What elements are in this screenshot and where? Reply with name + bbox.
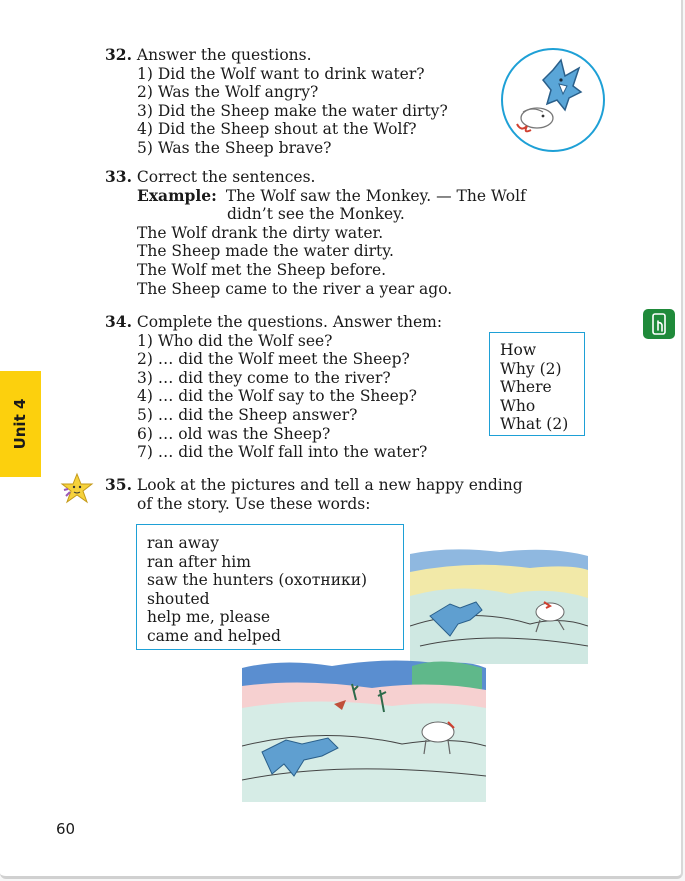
exercise-number: 33. <box>105 167 132 186</box>
sentence-item: The Sheep came to the river a year ago. <box>137 279 453 298</box>
sentence-item: The Wolf met the Sheep before. <box>137 260 387 279</box>
story-illustration <box>242 656 486 802</box>
question-item: 7) … did the Wolf fall into the water? <box>137 443 428 462</box>
question-item: 1) Did the Wolf want to drink water? <box>137 64 425 83</box>
word-item: What (2) <box>500 415 569 434</box>
word-item: saw the hunters (охотники) <box>147 571 368 590</box>
example-text-continued: didn’t see the Monkey. <box>227 205 405 224</box>
exercise-instruction: Correct the sentences. <box>136 168 316 186</box>
word-item: ran away <box>147 534 220 552</box>
exercise-number: 34. <box>105 312 132 331</box>
exercise-number: 35. <box>105 475 132 494</box>
example-row <box>137 187 526 206</box>
question-item: 5) Was the Sheep brave? <box>137 138 332 157</box>
question-list <box>105 65 448 158</box>
example-label: Example: <box>137 185 217 205</box>
unit-tab <box>0 371 41 477</box>
wolf-sheep-illustration <box>501 48 605 152</box>
question-item: 2) Was the Wolf angry? <box>137 83 319 102</box>
question-words-box <box>489 332 585 436</box>
exercise-33 <box>105 168 526 298</box>
word-item: Where <box>500 378 552 397</box>
question-item: 2) … did the Wolf meet the Sheep? <box>137 350 410 369</box>
question-item: 4) … did the Wolf say to the Sheep? <box>137 387 417 406</box>
sentence-item: The Wolf drank the dirty water. <box>137 223 384 242</box>
exercise-35 <box>105 476 595 513</box>
sentence-list <box>105 187 526 299</box>
exercise-32 <box>105 46 448 158</box>
question-item: 3) … did they come to the river? <box>137 368 391 387</box>
page-number: 60 <box>56 820 76 838</box>
story-illustration <box>410 546 588 664</box>
example-text: The Wolf saw the Monkey. — The Wolf <box>225 186 526 205</box>
unit-label: Unit 4 <box>11 398 29 450</box>
question-item: 4) Did the Sheep shout at the Wolf? <box>137 120 417 139</box>
exercise-instruction-line2: of the story. Use these words: <box>137 494 371 513</box>
sentence-item: The Sheep made the water dirty. <box>137 242 394 261</box>
touch-icon[interactable] <box>643 309 675 339</box>
exercise-34 <box>105 313 442 462</box>
question-item: 1) Who did the Wolf see? <box>137 331 333 350</box>
question-item: 3) Did the Sheep make the water dirty? <box>137 101 448 120</box>
exercise-instruction: Look at the pictures and tell a new happy ending <box>136 476 523 494</box>
word-item: ran after him <box>147 552 251 571</box>
word-item: came and helped <box>147 626 281 645</box>
story-words-box <box>136 524 404 650</box>
word-item: Who <box>500 396 536 415</box>
word-item: shouted <box>147 589 210 608</box>
question-item: 6) … old was the Sheep? <box>137 424 331 443</box>
question-list <box>105 332 442 462</box>
exercise-instruction: Answer the questions. <box>136 46 312 64</box>
word-item: help me, please <box>147 608 271 627</box>
star-icon <box>60 472 94 504</box>
exercise-instruction: Complete the questions. Answer them: <box>136 313 443 331</box>
question-item: 5) … did the Sheep answer? <box>137 405 358 424</box>
word-item: Why (2) <box>500 359 562 378</box>
word-item: How <box>500 341 537 359</box>
exercise-number: 32. <box>105 45 132 64</box>
